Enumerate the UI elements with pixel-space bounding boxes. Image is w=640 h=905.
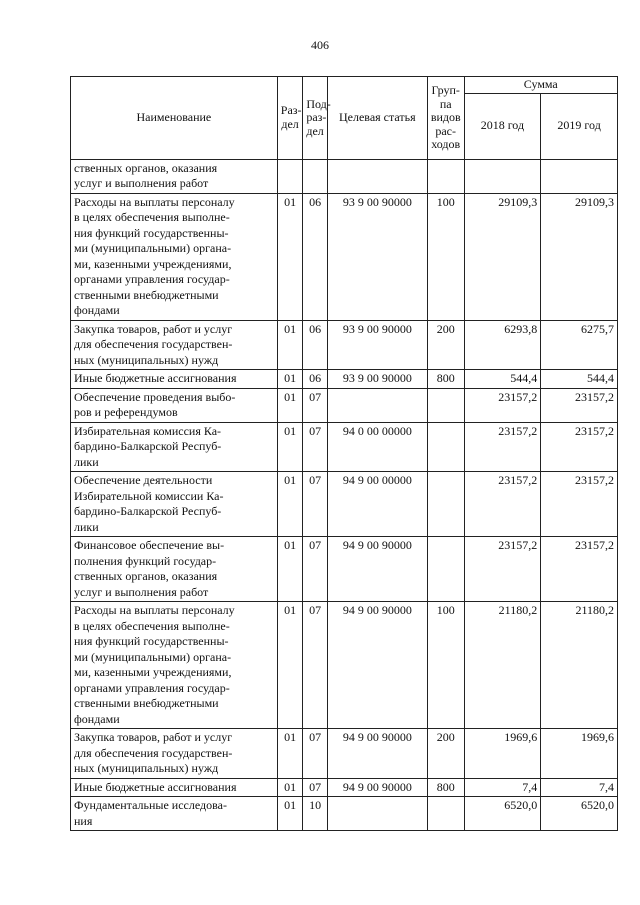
cell-target-item: 94 9 00 90000 xyxy=(327,537,427,602)
cell-name-line: Расходы на выплаты персоналу xyxy=(74,194,235,209)
table-row xyxy=(71,797,618,831)
cell-amount-2019: 7,4 xyxy=(541,778,618,797)
cell-group: 200 xyxy=(427,320,464,370)
cell-target-item: 93 9 00 90000 xyxy=(327,320,427,370)
header-subsection-line: Под- xyxy=(306,96,331,111)
cell-group: 800 xyxy=(427,778,464,797)
cell-name-line: для обеспечения государствен- xyxy=(74,337,233,351)
cell-amount-2018: 23157,2 xyxy=(464,422,541,472)
cell-name-line: фондами xyxy=(74,303,120,317)
page-number: 406 xyxy=(311,38,329,52)
cell-name-line: ми, казенными учреждениями, xyxy=(74,256,232,271)
cell-amount-2019: 6520,0 xyxy=(541,797,618,831)
cell-subsection: 07 xyxy=(303,729,327,779)
cell-group: 100 xyxy=(427,193,464,320)
cell-subsection: 07 xyxy=(303,422,327,472)
cell-subsection: 06 xyxy=(303,370,327,389)
cell-name-line: Обеспечение проведения выбо- xyxy=(74,389,236,404)
cell-amount-2018: 21180,2 xyxy=(464,602,541,729)
cell-name xyxy=(71,193,278,320)
cell-section: 01 xyxy=(277,537,303,602)
cell-amount-2018 xyxy=(464,159,541,193)
cell-name-line: Закупка товаров, работ и услуг xyxy=(74,321,233,336)
header-sum: Сумма xyxy=(464,77,617,94)
cell-group: 800 xyxy=(427,370,464,389)
cell-name-line: ми (муниципальными) органа- xyxy=(74,649,232,664)
cell-amount-2018: 29109,3 xyxy=(464,193,541,320)
cell-section: 01 xyxy=(277,472,303,537)
cell-target-item: 94 0 00 00000 xyxy=(327,422,427,472)
cell-subsection: 07 xyxy=(303,602,327,729)
cell-amount-2019: 6275,7 xyxy=(541,320,618,370)
cell-name-line: ных (муниципальных) нужд xyxy=(74,352,219,367)
cell-amount-2019: 21180,2 xyxy=(541,602,618,729)
cell-section: 01 xyxy=(277,602,303,729)
cell-name-line: услуг и выполнения работ xyxy=(74,176,209,190)
cell-group xyxy=(427,537,464,602)
cell-name-line: органами управления государ- xyxy=(74,272,230,286)
cell-amount-2018: 6293,8 xyxy=(464,320,541,370)
cell-amount-2018: 6520,0 xyxy=(464,797,541,831)
cell-target-item: 93 9 00 90000 xyxy=(327,193,427,320)
table-body xyxy=(71,159,618,831)
cell-target-item: 94 9 00 90000 xyxy=(327,602,427,729)
cell-name-line: Избирательная комиссия Ка- xyxy=(74,423,222,438)
cell-name-line: ственных органов, оказания xyxy=(74,160,218,175)
cell-subsection: 06 xyxy=(303,193,327,320)
cell-section: 01 xyxy=(277,778,303,797)
cell-name-line: ния функций государственны- xyxy=(74,634,229,648)
cell-subsection: 07 xyxy=(303,537,327,602)
cell-group: 100 xyxy=(427,602,464,729)
header-group xyxy=(427,77,464,160)
header-group-line: па xyxy=(439,96,452,111)
cell-target-item xyxy=(327,388,427,422)
cell-subsection: 07 xyxy=(303,472,327,537)
cell-amount-2018: 23157,2 xyxy=(464,472,541,537)
cell-amount-2019: 23157,2 xyxy=(541,537,618,602)
table-row xyxy=(71,472,618,537)
cell-subsection: 10 xyxy=(303,797,327,831)
cell-target-item: 94 9 00 00000 xyxy=(327,472,427,537)
cell-name-line: ния xyxy=(74,813,93,828)
cell-name xyxy=(71,797,278,831)
cell-name-line: в целях обеспечения выполне- xyxy=(74,210,230,224)
cell-target-item xyxy=(327,159,427,193)
cell-subsection xyxy=(303,159,327,193)
cell-group xyxy=(427,797,464,831)
cell-name xyxy=(71,159,278,193)
cell-section: 01 xyxy=(277,320,303,370)
cell-group xyxy=(427,388,464,422)
cell-group xyxy=(427,422,464,472)
cell-name-line: Закупка товаров, работ и услуг xyxy=(74,730,233,744)
table-row xyxy=(71,729,618,779)
cell-name-line: ственными внебюджетными xyxy=(74,696,219,710)
cell-name-line: ственными внебюджетными xyxy=(74,287,219,302)
table-row xyxy=(71,422,618,472)
table-row xyxy=(71,602,618,729)
cell-amount-2019: 23157,2 xyxy=(541,472,618,537)
table-row xyxy=(71,193,618,320)
cell-section: 01 xyxy=(277,370,303,389)
table-row xyxy=(71,388,618,422)
cell-name-line: в целях обеспечения выполне- xyxy=(74,618,230,633)
header-name: Наименование xyxy=(71,77,278,160)
header-subsection-line: дел xyxy=(306,123,324,138)
cell-name-line: Избирательной комиссии Ка- xyxy=(74,488,224,503)
cell-name-line: Иные бюджетные ассигнования xyxy=(74,779,237,794)
cell-name xyxy=(71,778,278,797)
cell-name-line: Расходы на выплаты персоналу xyxy=(74,603,235,617)
cell-name-line: органами управления государ- xyxy=(74,680,230,695)
cell-section: 01 xyxy=(277,388,303,422)
header-group-line: рас- xyxy=(435,123,457,138)
header-group-line: ходов xyxy=(431,137,461,151)
cell-group: 200 xyxy=(427,729,464,779)
cell-name-line: лики xyxy=(74,454,99,469)
header-target-item-line: Целевая xyxy=(339,110,381,124)
cell-name-line: полнения функций государ- xyxy=(74,553,217,568)
cell-section: 01 xyxy=(277,422,303,472)
cell-name-line: ров и референдумов xyxy=(74,405,178,419)
cell-amount-2019: 544,4 xyxy=(541,370,618,389)
header-year-2018: 2018 год xyxy=(464,93,541,159)
cell-name-line: Иные бюджетные ассигнования xyxy=(74,371,237,385)
cell-name-line: Обеспечение деятельности xyxy=(74,473,213,487)
header-subsection xyxy=(303,77,331,160)
header-group-line: Груп- xyxy=(431,83,460,97)
cell-name-line: Финансовое обеспечение вы- xyxy=(74,538,225,552)
cell-target-item: 93 9 00 90000 xyxy=(327,370,427,389)
cell-subsection: 07 xyxy=(303,388,327,422)
cell-group xyxy=(427,472,464,537)
header-target-item xyxy=(327,77,427,160)
cell-amount-2018: 23157,2 xyxy=(464,388,541,422)
cell-amount-2019 xyxy=(541,159,618,193)
cell-amount-2019: 29109,3 xyxy=(541,193,618,320)
cell-amount-2018: 23157,2 xyxy=(464,537,541,602)
cell-amount-2018: 544,4 xyxy=(464,370,541,389)
header-target-item-line: статья xyxy=(383,110,416,124)
cell-target-item xyxy=(327,797,427,831)
cell-subsection: 06 xyxy=(303,320,327,370)
cell-group xyxy=(427,159,464,193)
cell-name xyxy=(71,422,278,472)
cell-amount-2019: 1969,6 xyxy=(541,729,618,779)
cell-section: 01 xyxy=(277,729,303,779)
table-row xyxy=(71,370,618,389)
cell-amount-2019: 23157,2 xyxy=(541,422,618,472)
cell-name xyxy=(71,370,278,389)
header-section xyxy=(277,77,303,160)
header-section-line: дел xyxy=(281,116,299,131)
cell-amount-2019: 23157,2 xyxy=(541,388,618,422)
cell-name xyxy=(71,472,278,537)
cell-name xyxy=(71,320,278,370)
cell-name-line: для обеспечения государствен- xyxy=(74,745,233,760)
table-row xyxy=(71,537,618,602)
header-subsection-line: раз- xyxy=(306,110,327,124)
cell-section: 01 xyxy=(277,797,303,831)
cell-name-line: ми, казенными учреждениями, xyxy=(74,665,232,679)
cell-name xyxy=(71,729,278,779)
cell-name-line: бардино-Балкарской Респуб- xyxy=(74,504,222,518)
cell-name-line: ми (муниципальными) органа- xyxy=(74,241,232,255)
cell-name-line: фондами xyxy=(74,711,120,726)
header-year-2019: 2019 год xyxy=(541,93,618,159)
cell-target-item: 94 9 00 90000 xyxy=(327,729,427,779)
cell-section xyxy=(277,159,303,193)
budget-table xyxy=(70,76,618,831)
cell-amount-2018: 1969,6 xyxy=(464,729,541,779)
cell-name-line: услуг и выполнения работ xyxy=(74,584,209,599)
table-row xyxy=(71,159,618,193)
table-header xyxy=(71,77,618,160)
table-row xyxy=(71,778,618,797)
cell-name-line: бардино-Балкарской Респуб- xyxy=(74,439,222,453)
cell-subsection: 07 xyxy=(303,778,327,797)
header-group-line: видов xyxy=(430,110,461,124)
cell-section: 01 xyxy=(277,193,303,320)
cell-amount-2018: 7,4 xyxy=(464,778,541,797)
header-section-line: Раз- xyxy=(280,103,302,118)
cell-target-item: 94 9 00 90000 xyxy=(327,778,427,797)
cell-name-line: Фундаментальные исследова- xyxy=(74,798,227,812)
cell-name xyxy=(71,602,278,729)
cell-name-line: ственных органов, оказания xyxy=(74,569,218,583)
table-row xyxy=(71,320,618,370)
cell-name-line: ния функций государственны- xyxy=(74,225,229,240)
cell-name-line: ных (муниципальных) нужд xyxy=(74,761,219,775)
cell-name-line: лики xyxy=(74,519,99,534)
cell-name xyxy=(71,388,278,422)
cell-name xyxy=(71,537,278,602)
